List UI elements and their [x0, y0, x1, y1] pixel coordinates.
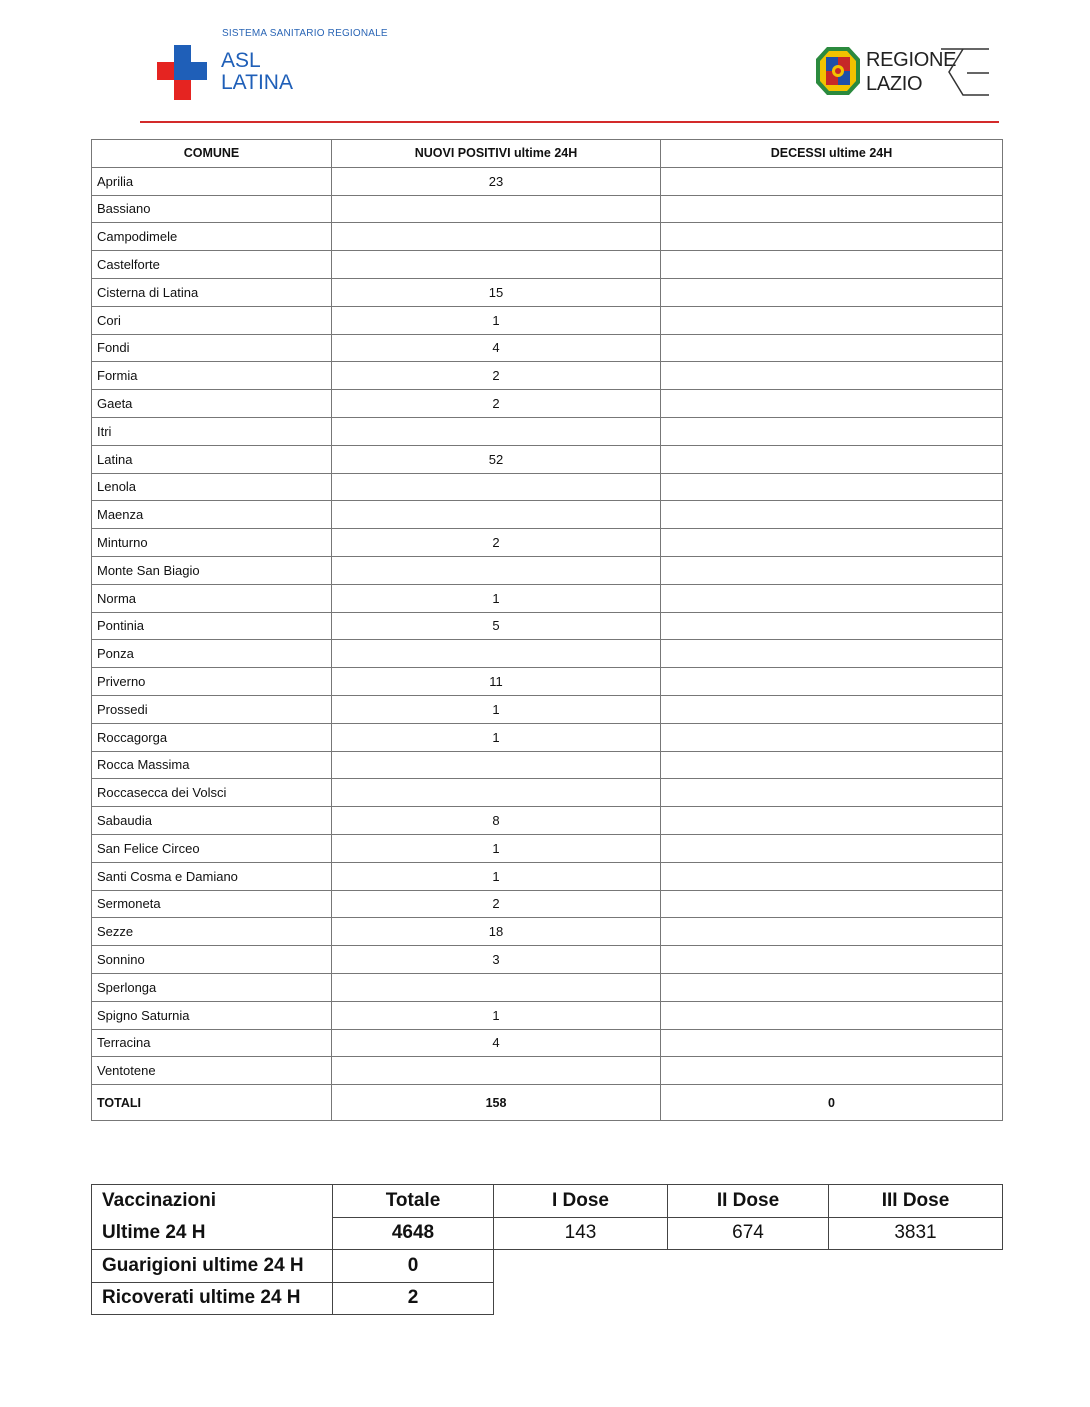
cell-nuovi-positivi: 2 [332, 362, 661, 390]
covid-table [91, 139, 1003, 1121]
cell-comune: Prossedi [92, 695, 332, 723]
cell-nuovi-positivi [332, 417, 661, 445]
table-row [92, 306, 1003, 334]
cell-decessi [661, 556, 1003, 584]
cell-nuovi-positivi: 18 [332, 918, 661, 946]
cell-comune: Spigno Saturnia [92, 1001, 332, 1029]
totals-decessi: 0 [661, 1085, 1003, 1121]
cell-comune: Minturno [92, 529, 332, 557]
cell-comune: Bassiano [92, 195, 332, 223]
ricoverati-label: Ricoverati ultime 24 H [92, 1282, 333, 1315]
cell-nuovi-positivi: 1 [332, 584, 661, 612]
table-row [92, 779, 1003, 807]
cell-nuovi-positivi [332, 223, 661, 251]
cell-decessi [661, 668, 1003, 696]
cell-comune: Aprilia [92, 167, 332, 195]
table-row [92, 973, 1003, 1001]
cell-decessi [661, 1057, 1003, 1085]
cell-decessi [661, 390, 1003, 418]
cell-decessi [661, 501, 1003, 529]
cell-nuovi-positivi: 1 [332, 695, 661, 723]
cell-nuovi-positivi: 11 [332, 668, 661, 696]
table-row [92, 390, 1003, 418]
region-name-line2: LAZIO [866, 73, 923, 95]
cell-decessi [661, 417, 1003, 445]
cell-comune: Sperlonga [92, 973, 332, 1001]
guarigioni-label: Guarigioni ultime 24 H [92, 1250, 333, 1283]
table-row [92, 278, 1003, 306]
cell-comune: Santi Cosma e Damiano [92, 862, 332, 890]
table-row [92, 1001, 1003, 1029]
cell-comune: Pontinia [92, 612, 332, 640]
cell-nuovi-positivi [332, 473, 661, 501]
cell-nuovi-positivi: 1 [332, 306, 661, 334]
cell-nuovi-positivi [332, 751, 661, 779]
cell-decessi [661, 1029, 1003, 1057]
cell-nuovi-positivi: 5 [332, 612, 661, 640]
cell-decessi [661, 306, 1003, 334]
table-row [92, 1057, 1003, 1085]
cell-decessi [661, 946, 1003, 974]
guarigioni-row [92, 1250, 1003, 1283]
cell-nuovi-positivi: 52 [332, 445, 661, 473]
region-name-line1: REGIONE [866, 49, 957, 71]
table-row [92, 612, 1003, 640]
cell-decessi [661, 640, 1003, 668]
cell-comune: Cori [92, 306, 332, 334]
header-rule [140, 121, 999, 123]
table-row [92, 473, 1003, 501]
cell-nuovi-positivi [332, 501, 661, 529]
cell-comune: Formia [92, 362, 332, 390]
cell-comune: Priverno [92, 668, 332, 696]
table-row [92, 834, 1003, 862]
cell-nuovi-positivi [332, 251, 661, 279]
header-decessi: DECESSI ultime 24H [661, 140, 1003, 168]
cell-decessi [661, 529, 1003, 557]
cell-decessi [661, 473, 1003, 501]
totals-label: TOTALI [92, 1085, 332, 1121]
cell-decessi [661, 334, 1003, 362]
table-row [92, 695, 1003, 723]
table-row [92, 417, 1003, 445]
cell-nuovi-positivi: 1 [332, 1001, 661, 1029]
vax-value-i-dose: 143 [494, 1217, 668, 1250]
cell-nuovi-positivi: 2 [332, 529, 661, 557]
vax-value-ii-dose: 674 [668, 1217, 829, 1250]
regione-lazio-logo [815, 44, 995, 100]
table-row [92, 668, 1003, 696]
vax-label-line2: Ultime 24 H [92, 1217, 333, 1250]
cell-nuovi-positivi: 15 [332, 278, 661, 306]
cell-decessi [661, 1001, 1003, 1029]
header-nuovi-positivi: NUOVI POSITIVI ultime 24H [332, 140, 661, 168]
cell-decessi [661, 251, 1003, 279]
asl-latina-logo [157, 28, 397, 108]
asl-name-line2: LATINA [221, 71, 293, 94]
table-row [92, 807, 1003, 835]
table-row [92, 529, 1003, 557]
cell-comune: Campodimele [92, 223, 332, 251]
table-row [92, 251, 1003, 279]
asl-name-line1: ASL [221, 49, 261, 72]
cell-decessi [661, 167, 1003, 195]
cell-decessi [661, 779, 1003, 807]
vax-label-line1: Vaccinazioni [92, 1185, 333, 1218]
cell-nuovi-positivi: 4 [332, 334, 661, 362]
cell-nuovi-positivi [332, 1057, 661, 1085]
table-row [92, 862, 1003, 890]
cell-nuovi-positivi: 8 [332, 807, 661, 835]
cell-comune: Rocca Massima [92, 751, 332, 779]
ricoverati-value: 2 [333, 1282, 494, 1315]
cell-comune: Ponza [92, 640, 332, 668]
cell-comune: Monte San Biagio [92, 556, 332, 584]
cell-nuovi-positivi [332, 556, 661, 584]
table-row [92, 195, 1003, 223]
table-row [92, 223, 1003, 251]
cell-nuovi-positivi: 4 [332, 1029, 661, 1057]
cell-comune: Sabaudia [92, 807, 332, 835]
cell-comune: Cisterna di Latina [92, 278, 332, 306]
cell-decessi [661, 723, 1003, 751]
table-row [92, 723, 1003, 751]
vax-header-ii-dose: II Dose [668, 1185, 829, 1218]
asl-subtitle: SISTEMA SANITARIO REGIONALE [222, 28, 388, 39]
table-row [92, 946, 1003, 974]
cell-decessi [661, 612, 1003, 640]
cell-comune: Sezze [92, 918, 332, 946]
ricoverati-row [92, 1282, 1003, 1315]
vax-header-iii-dose: III Dose [829, 1185, 1003, 1218]
cell-decessi [661, 807, 1003, 835]
empty-cell [494, 1282, 1003, 1315]
cell-comune: Roccagorga [92, 723, 332, 751]
cell-nuovi-positivi: 1 [332, 834, 661, 862]
lazio-emblem-icon [815, 46, 861, 96]
cell-nuovi-positivi [332, 779, 661, 807]
table-body [92, 167, 1003, 1120]
cell-comune: Ventotene [92, 1057, 332, 1085]
header-comune: COMUNE [92, 140, 332, 168]
table-row [92, 501, 1003, 529]
cell-nuovi-positivi: 2 [332, 890, 661, 918]
cell-nuovi-positivi [332, 973, 661, 1001]
vax-header-totale: Totale [333, 1185, 494, 1218]
cell-nuovi-positivi: 1 [332, 723, 661, 751]
cell-decessi [661, 973, 1003, 1001]
cell-decessi [661, 362, 1003, 390]
vax-values-row [92, 1217, 1003, 1250]
cell-decessi [661, 278, 1003, 306]
totals-nuovi-positivi: 158 [332, 1085, 661, 1121]
cell-decessi [661, 695, 1003, 723]
cell-nuovi-positivi: 2 [332, 390, 661, 418]
cell-nuovi-positivi [332, 640, 661, 668]
cell-comune: Castelforte [92, 251, 332, 279]
cell-decessi [661, 862, 1003, 890]
table-row [92, 640, 1003, 668]
table-row [92, 334, 1003, 362]
cell-decessi [661, 918, 1003, 946]
lazio-decor-icon [941, 46, 991, 96]
asl-cross-icon [157, 45, 207, 100]
table-row [92, 556, 1003, 584]
table-row [92, 167, 1003, 195]
cell-decessi [661, 890, 1003, 918]
vax-header-i-dose: I Dose [494, 1185, 668, 1218]
cell-comune: San Felice Circeo [92, 834, 332, 862]
table-row [92, 362, 1003, 390]
table-row [92, 584, 1003, 612]
cell-comune: Latina [92, 445, 332, 473]
cell-decessi [661, 445, 1003, 473]
empty-cell [494, 1250, 1003, 1283]
cell-nuovi-positivi: 1 [332, 862, 661, 890]
vax-value-totale: 4648 [333, 1217, 494, 1250]
cell-decessi [661, 223, 1003, 251]
table-row [92, 1029, 1003, 1057]
vax-header-row [92, 1185, 1003, 1218]
asl-name [221, 50, 293, 94]
cell-decessi [661, 834, 1003, 862]
cell-comune: Itri [92, 417, 332, 445]
table-row [92, 751, 1003, 779]
cell-comune: Gaeta [92, 390, 332, 418]
vax-value-iii-dose: 3831 [829, 1217, 1003, 1250]
cell-nuovi-positivi: 23 [332, 167, 661, 195]
cell-comune: Norma [92, 584, 332, 612]
table-row [92, 890, 1003, 918]
cell-comune: Sonnino [92, 946, 332, 974]
cell-nuovi-positivi [332, 195, 661, 223]
cell-decessi [661, 195, 1003, 223]
cell-comune: Maenza [92, 501, 332, 529]
totals-row [92, 1085, 1003, 1121]
cell-comune: Lenola [92, 473, 332, 501]
cell-decessi [661, 751, 1003, 779]
cell-comune: Roccasecca dei Volsci [92, 779, 332, 807]
table-row [92, 445, 1003, 473]
cell-decessi [661, 584, 1003, 612]
table-header-row [92, 140, 1003, 168]
cell-nuovi-positivi: 3 [332, 946, 661, 974]
cell-comune: Fondi [92, 334, 332, 362]
cell-comune: Terracina [92, 1029, 332, 1057]
table-row [92, 918, 1003, 946]
vaccination-table [91, 1184, 1003, 1315]
cell-comune: Sermoneta [92, 890, 332, 918]
guarigioni-value: 0 [333, 1250, 494, 1283]
